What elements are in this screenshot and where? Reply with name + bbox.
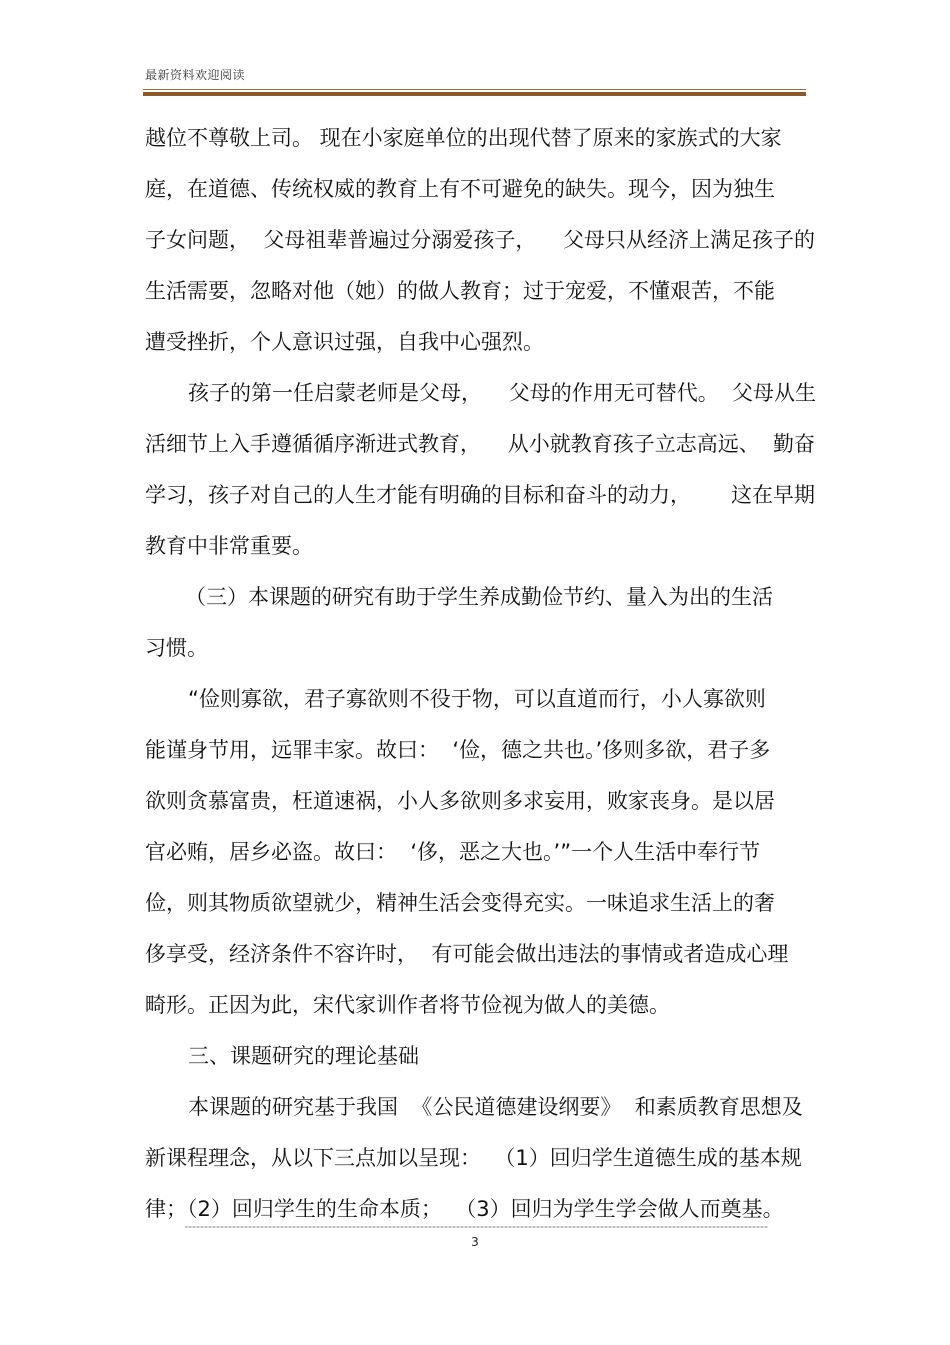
header-text: 最新资料欢迎阅读 bbox=[145, 68, 246, 82]
header-rule-thick bbox=[143, 92, 806, 96]
text-line: 生活需要，忽略对他（她）的做人教育；过于宠爱，不懂艰苦，不能 bbox=[145, 279, 775, 303]
text-line: 子女问题， 父母祖辈普遍过分溺爱孩子， 父母只从经济上满足孩子的 bbox=[145, 228, 816, 252]
text-line: 庭，在道德、传统权威的教育上有不可避免的缺失。现今，因为独生 bbox=[145, 177, 775, 201]
text-line: 欲则贪慕富贵，枉道速祸，小人多欲则多求妄用，败家丧身。是以居 bbox=[145, 789, 775, 813]
text-line: 官必贿，居乡必盗。故曰： ‘侈，恶之大也。’”一个人生活中奉行节 bbox=[145, 840, 761, 864]
text-line: 越位不尊敬上司。 现在小家庭单位的出现代替了原来的家族式的大家 bbox=[145, 126, 782, 150]
text-line: 本课题的研究基于我国 《公民道德建设纲要》 和素质教育思想及 bbox=[188, 1095, 803, 1119]
text-line: 畸形。正因为此，宋代家训作者将节俭视为做人的美德。 bbox=[145, 993, 670, 1017]
text-line: 孩子的第一任启蒙老师是父母， 父母的作用无可替代。 父母从生 bbox=[188, 381, 817, 405]
text-line: 习惯。 bbox=[145, 636, 208, 660]
text-line: 律；（2）回归学生的生命本质； （3）回归为学生学会做人而奠基。 bbox=[145, 1197, 784, 1221]
text-line: “俭则寡欲，君子寡欲则不役于物，可以直道而行，小人寡欲则 bbox=[188, 687, 766, 711]
text-line: 侈享受，经济条件不容许时， 有可能会做出违法的事情或者造成心理 bbox=[145, 942, 789, 966]
text-line: （三）本课题的研究有助于学生养成勤俭节约、量入为出的生活 bbox=[185, 585, 773, 609]
section-heading: 三、课题研究的理论基础 bbox=[188, 1044, 419, 1068]
text-line: 活细节上入手遵循循序渐进式教育， 从小就教育孩子立志高远、 勤奋 bbox=[145, 432, 816, 456]
page-number: 3 bbox=[471, 1235, 479, 1249]
text-line: 新课程理念，从以下三点加以呈现： （1）回归学生道德生成的基本规 bbox=[145, 1146, 802, 1170]
text-line: 遭受挫折，个人意识过强，自我中心强烈。 bbox=[145, 330, 544, 354]
header-rule-thin bbox=[143, 89, 806, 90]
footer-rule bbox=[185, 1226, 768, 1228]
text-line: 能谨身节用，远罪丰家。故曰： ‘俭，德之共也。’侈则多欲，君子多 bbox=[145, 738, 771, 762]
text-line: 教育中非常重要。 bbox=[145, 534, 313, 558]
text-line: 俭，则其物质欲望就少，精神生活会变得充实。一味追求生活上的奢 bbox=[145, 891, 775, 915]
text-line: 学习，孩子对自己的人生才能有明确的目标和奋斗的动力， 这在早期 bbox=[145, 483, 816, 507]
